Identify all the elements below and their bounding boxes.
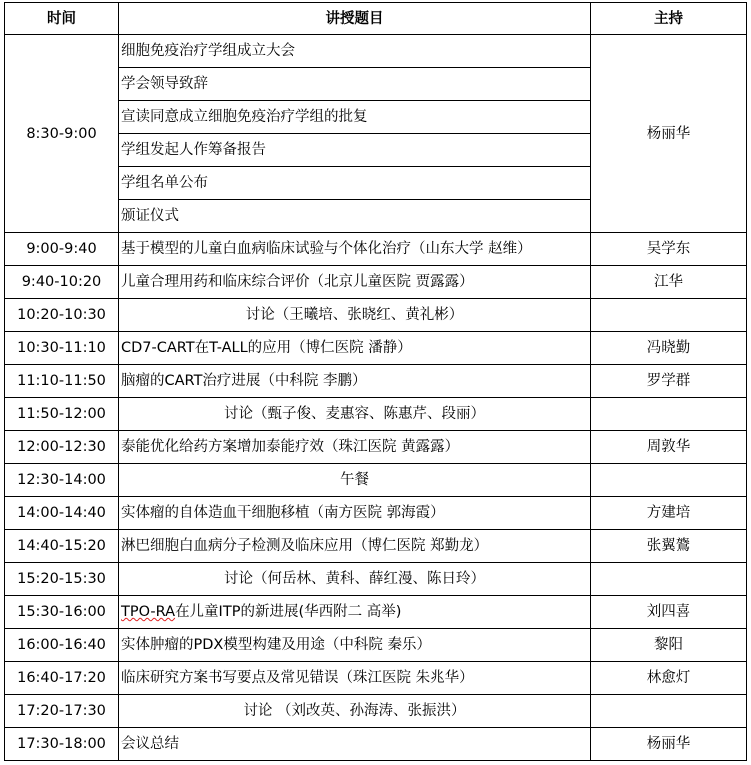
row-host: 黎阳 — [591, 629, 747, 662]
row-host — [591, 299, 747, 332]
row-time: 17:30-18:00 — [5, 728, 119, 761]
row-topic — [119, 596, 591, 629]
header-row — [5, 3, 747, 35]
row-topic: 泰能优化给药方案增加泰能疗效（珠江医院 黄露露） — [119, 431, 591, 464]
row-time: 12:30-14:00 — [5, 464, 119, 497]
row-time: 15:30-16:00 — [5, 596, 119, 629]
row-host — [591, 398, 747, 431]
row-time: 16:40-17:20 — [5, 662, 119, 695]
row-topic: 午餐 — [119, 464, 591, 497]
row-time: 10:30-11:10 — [5, 332, 119, 365]
table-row — [5, 596, 747, 629]
row-topic-text: 在儿童ITP的新进展(华西附二 高举) — [175, 604, 402, 620]
row-time: 11:10-11:50 — [5, 365, 119, 398]
row-host: 方建培 — [591, 497, 747, 530]
row-time: 15:20-15:30 — [5, 563, 119, 596]
spellcheck-word: TPO-RA — [121, 604, 176, 620]
row-host — [591, 695, 747, 728]
row-topic: 实体瘤的自体造血干细胞移植（南方医院 郭海霞） — [119, 497, 591, 530]
row-host: 江华 — [591, 266, 747, 299]
row-topic: 临床研究方案书写要点及常见错误（珠江医院 朱兆华） — [119, 662, 591, 695]
table-row — [5, 233, 747, 266]
table-row — [5, 299, 747, 332]
row-topic: CD7-CART在T-ALL的应用（博仁医院 潘静） — [119, 332, 591, 365]
row-host: 刘四喜 — [591, 596, 747, 629]
row-topic: 脑瘤的CART治疗进展（中科院 李鹏） — [119, 365, 591, 398]
row-time: 17:20-17:30 — [5, 695, 119, 728]
table-row — [5, 497, 747, 530]
opening-item: 细胞免疫治疗学组成立大会 — [119, 35, 591, 68]
row-time: 14:00-14:40 — [5, 497, 119, 530]
row-host: 林愈灯 — [591, 662, 747, 695]
row-host: 周敦华 — [591, 431, 747, 464]
table-row — [5, 398, 747, 431]
table-row — [5, 332, 747, 365]
row-host — [591, 563, 747, 596]
row-host: 杨丽华 — [591, 728, 747, 761]
table-row — [5, 35, 747, 68]
row-host: 冯晓勤 — [591, 332, 747, 365]
opening-item: 学组发起人作筹备报告 — [119, 134, 591, 167]
table-row — [5, 695, 747, 728]
row-topic: 儿童合理用药和临床综合评价（北京儿童医院 贾露露） — [119, 266, 591, 299]
row-topic: 基于模型的儿童白血病临床试验与个体化治疗（山东大学 赵维） — [119, 233, 591, 266]
row-topic: 讨论（王曦培、张晓红、黄礼彬） — [119, 299, 591, 332]
header-time: 时间 — [5, 3, 119, 35]
row-time: 14:40-15:20 — [5, 530, 119, 563]
table-row — [5, 530, 747, 563]
row-topic: 实体肿瘤的PDX模型构建及用途（中科院 秦乐） — [119, 629, 591, 662]
row-topic: 讨论 （刘改英、孙海涛、张振洪） — [119, 695, 591, 728]
row-time: 10:20-10:30 — [5, 299, 119, 332]
row-time: 9:40-10:20 — [5, 266, 119, 299]
row-host — [591, 464, 747, 497]
row-topic: 讨论（甄子俊、麦惠容、陈惠芹、段丽） — [119, 398, 591, 431]
row-topic: 淋巴细胞白血病分子检测及临床应用（博仁医院 郑勤龙） — [119, 530, 591, 563]
row-host: 罗学群 — [591, 365, 747, 398]
opening-item: 宣读同意成立细胞免疫治疗学组的批复 — [119, 101, 591, 134]
row-time: 9:00-9:40 — [5, 233, 119, 266]
table-row — [5, 464, 747, 497]
row-topic: 讨论（何岳林、黄科、薛红漫、陈日玲） — [119, 563, 591, 596]
row-topic: 会议总结 — [119, 728, 591, 761]
opening-item: 学会领导致辞 — [119, 68, 591, 101]
schedule-table — [4, 2, 747, 761]
row-host: 张翼鷟 — [591, 530, 747, 563]
row-host: 吴学东 — [591, 233, 747, 266]
row-time: 16:00-16:40 — [5, 629, 119, 662]
opening-time: 8:30-9:00 — [5, 35, 119, 233]
header-topic: 讲授题目 — [119, 3, 591, 35]
opening-host: 杨丽华 — [591, 35, 747, 233]
table-row — [5, 365, 747, 398]
table-row — [5, 629, 747, 662]
row-time: 11:50-12:00 — [5, 398, 119, 431]
header-host: 主持 — [591, 3, 747, 35]
row-time: 12:00-12:30 — [5, 431, 119, 464]
table-row — [5, 431, 747, 464]
opening-item: 颁证仪式 — [119, 200, 591, 233]
table-row — [5, 728, 747, 761]
opening-item: 学组名单公布 — [119, 167, 591, 200]
table-row — [5, 266, 747, 299]
table-row — [5, 662, 747, 695]
table-row — [5, 563, 747, 596]
